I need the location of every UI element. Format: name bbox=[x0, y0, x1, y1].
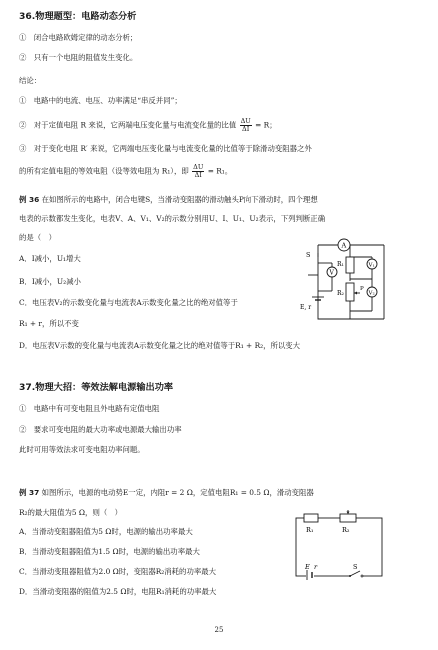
resistor-r1 bbox=[346, 257, 354, 273]
label-e: E bbox=[305, 563, 310, 571]
label-r1: R₁ bbox=[306, 526, 314, 534]
example-37-line-1 bbox=[19, 488, 314, 498]
resistor-r2 bbox=[346, 283, 354, 301]
label-s: S bbox=[306, 251, 311, 259]
switch-gap bbox=[350, 573, 362, 579]
page-number: 25 bbox=[214, 626, 224, 634]
circuit-diagram-36 bbox=[296, 235, 398, 333]
fraction-numerator: ΔU bbox=[240, 117, 251, 125]
conclusion-2-text: ② 对于定值电阻 R 来说，它两端电压变化量与电流变化量的比值 bbox=[19, 120, 237, 130]
sec36-item-2: ② 只有一个电阻的阻值发生变化。 bbox=[19, 53, 138, 62]
section-36-title: 36.物理题型：电路动态分析 bbox=[19, 11, 137, 22]
label-p: P bbox=[360, 286, 364, 292]
example-37-option-d: D．当滑动变阻器的阻值为2.5 Ω时，电阻R₁消耗的功率最大 bbox=[19, 587, 217, 596]
switch-node bbox=[349, 575, 351, 577]
fraction-du-di-2 bbox=[192, 164, 204, 179]
sec36-item-1: ① 闭合电路欧姆定律的动态分析； bbox=[19, 33, 138, 42]
example-37-option-b: B．当滑动变阻器阻值为1.5 Ω时，电源的输出功率最大 bbox=[19, 547, 200, 556]
fraction-du-di bbox=[240, 118, 252, 133]
resistor-r1 bbox=[304, 514, 318, 522]
label-r2: R₂ bbox=[337, 290, 344, 297]
conclusion-1: ① 电路中的电流、电压、功率满足“串反并同”； bbox=[19, 96, 182, 105]
section-37-title: 37.物理大招：等效法解电源输出功率 bbox=[19, 382, 174, 393]
fraction-numerator: ΔU bbox=[193, 163, 204, 171]
label-a: A bbox=[341, 241, 347, 250]
example-36-line-2: 电表的示数都发生变化，电表V、A、V₁、V₂的示数分别用U、I、U₁、U₂表示，下列判断正确 bbox=[19, 214, 326, 223]
example-37-text: 如图所示，电源的电动势E一定，内阻r = 2 Ω，定值电阻R₁ = 0.5 Ω，滑动变阻器 bbox=[41, 488, 314, 497]
circuit-diagram-37 bbox=[290, 510, 390, 582]
conclusion-3-result: = R₁。 bbox=[207, 166, 233, 176]
label-v2: V₂ bbox=[368, 290, 375, 297]
example-36-option-c-1: C．电压表V₂的示数变化量与电流表A示数变化量之比的绝对值等于 bbox=[19, 298, 238, 307]
example-36-option-d: D．电压表V示数的变化量与电流表A示数变化量之比的绝对值等于R₁ + R₂，所以变大 bbox=[19, 341, 301, 350]
example-37-label: 例 37 bbox=[19, 488, 40, 497]
label-v: V bbox=[329, 269, 334, 277]
example-37-option-a: A．当滑动变阻器阻值为5 Ω时，电源的输出功率最大 bbox=[19, 527, 193, 536]
fraction-denominator: ΔI bbox=[242, 125, 250, 133]
sec37-item-2: ② 要求可变电阻的最大功率或电源最大输出功率 bbox=[19, 425, 182, 434]
label-r2: R₂ bbox=[342, 526, 350, 534]
sec37-item-1: ① 电路中有可变电阻且外电路有定值电阻 bbox=[19, 404, 160, 413]
slider-arrow-icon bbox=[354, 292, 357, 295]
example-36-option-c-2: R₁ + r，所以不变 bbox=[19, 319, 79, 328]
example-36-line-3: 的是（ ） bbox=[19, 233, 56, 242]
sec37-item-3: 此时可用等效法求可变电阻功率问题。 bbox=[19, 445, 145, 454]
example-37-line-2: R₂的最大阻值为5 Ω，则（ ） bbox=[19, 508, 123, 517]
resistor-r2 bbox=[340, 514, 356, 522]
conclusion-3-line-2 bbox=[19, 164, 232, 179]
conclusion-label: 结论： bbox=[19, 76, 42, 85]
example-36-option-a: A．I减小，U₁增大 bbox=[19, 254, 81, 263]
example-36-option-b: B．I减小，U₂减小 bbox=[19, 277, 81, 286]
label-s: S bbox=[353, 563, 358, 571]
example-37-option-c: C．当滑动变阻器阻值为2.0 Ω时，变阻器R₂消耗的功率最大 bbox=[19, 567, 217, 576]
label-v1: V₁ bbox=[368, 262, 375, 269]
label-r: r bbox=[314, 563, 318, 571]
conclusion-2 bbox=[19, 118, 277, 133]
example-36-label: 例 36 bbox=[19, 195, 40, 204]
label-er: E, r bbox=[300, 304, 312, 311]
label-r1: R₁ bbox=[337, 261, 344, 268]
switch-node-open bbox=[361, 575, 363, 577]
conclusion-2-result: = R； bbox=[255, 120, 277, 130]
conclusion-3-text: 的所有定值电阻的等效电阻（设等效电阻为 R₁），即 bbox=[19, 166, 189, 176]
example-36-line-1 bbox=[19, 195, 318, 205]
fraction-denominator: ΔI bbox=[194, 171, 202, 179]
example-36-text: 在如图所示的电路中，闭合电键S，当滑动变阻器的滑动触头P向下滑动时，四个理想 bbox=[41, 195, 318, 204]
conclusion-3-line-1: ③ 对于变化电阻 R′ 来说，它两端电压变化量与电流变化量的比值等于除滑动变阻器之外 bbox=[19, 144, 312, 153]
